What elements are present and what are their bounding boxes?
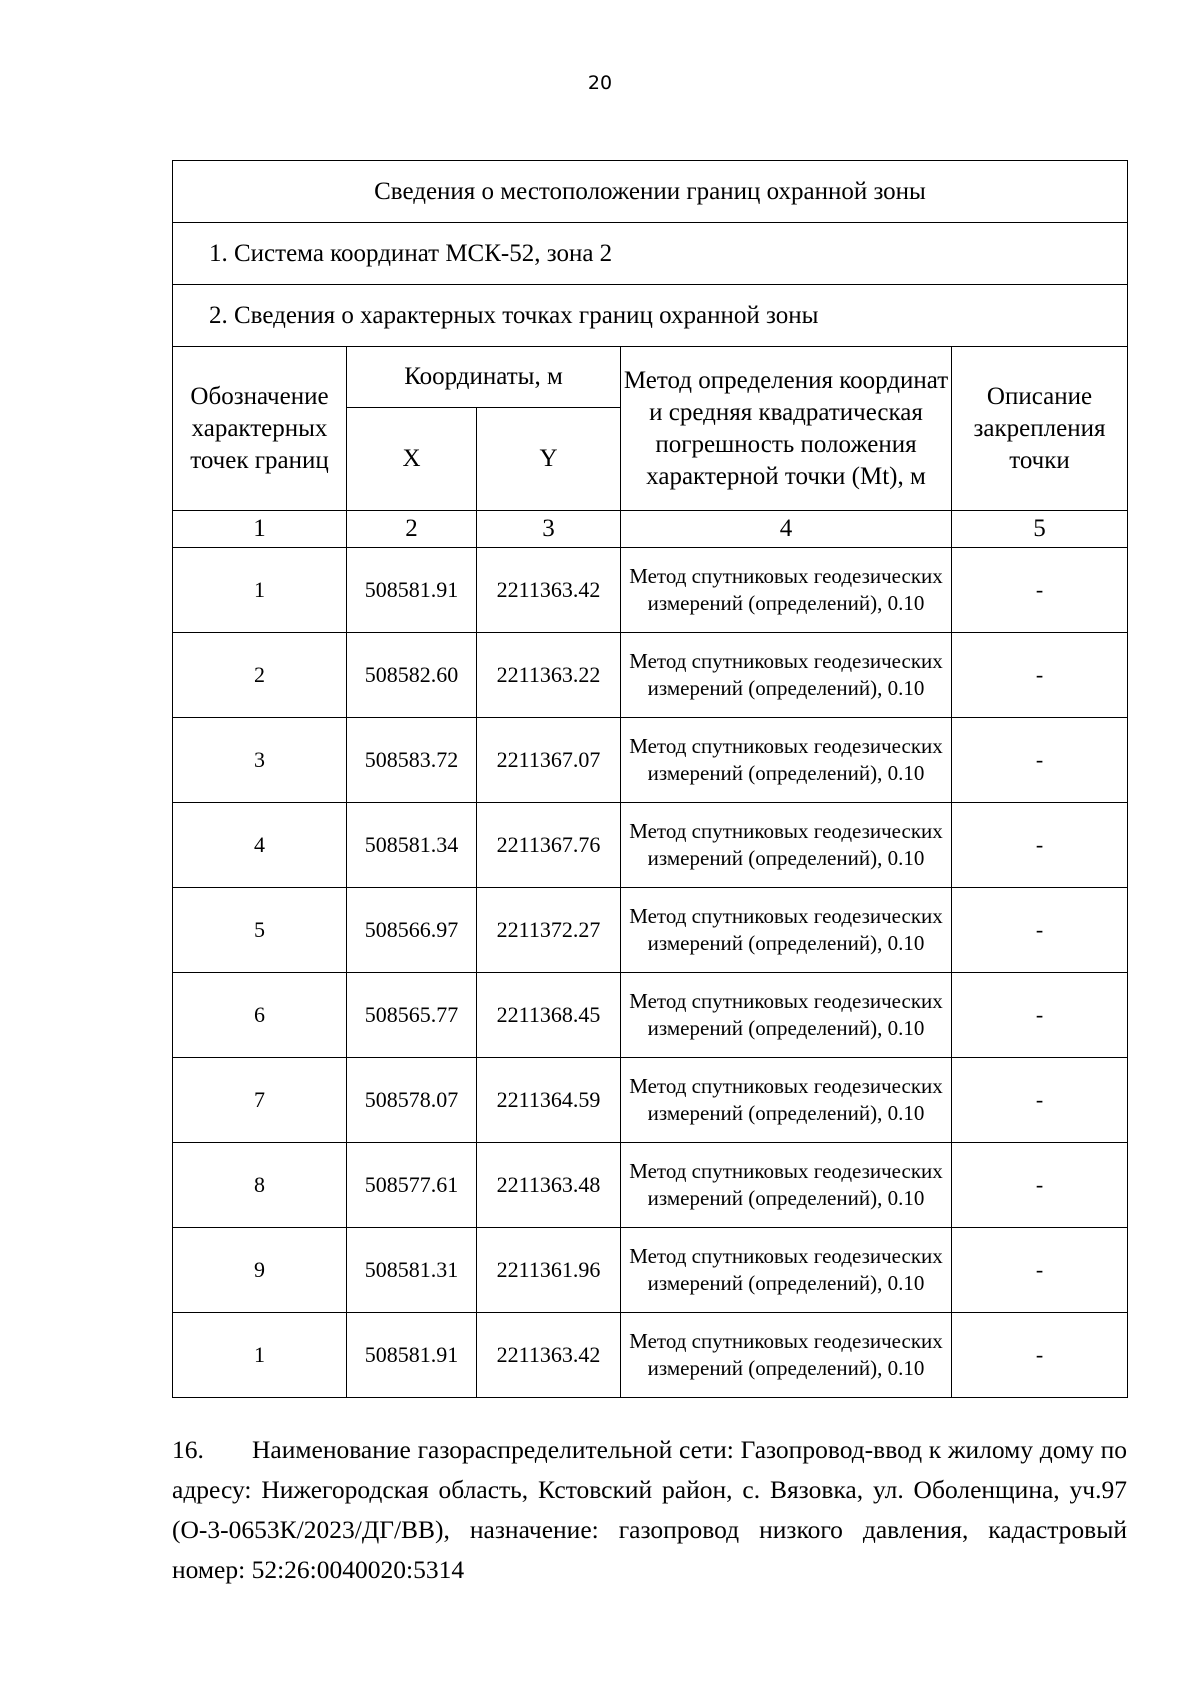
coordinate-y-cell: 2211363.42 — [477, 1313, 621, 1398]
point-number-cell: 3 — [173, 718, 347, 803]
paragraph-text: Наименование газораспределительной сети: Газопровод-ввод к жилому дому по адресу: Нижегородская область, Кстовский район, с. Вязовка, ул. Оболенщина, уч.97 (О-3-0653К/2023/ДГ/ВВ), назначение: газопровод низкого давления, кадастровый номер: 52:26:0040020:5314 — [172, 1435, 1127, 1584]
coordinate-x-cell: 508566.97 — [347, 888, 477, 973]
page-number: 20 — [587, 72, 613, 94]
column-number: 2 — [347, 511, 477, 548]
column-number: 3 — [477, 511, 621, 548]
description-cell: - — [952, 1228, 1128, 1313]
method-cell: Метод спутниковых геодезических измерений (определений), 0.10 — [621, 1058, 952, 1143]
points-heading: 2. Сведения о характерных точках границ охранной зоны — [173, 285, 1128, 347]
coordinate-y-cell: 2211367.07 — [477, 718, 621, 803]
description-cell: - — [952, 548, 1128, 633]
header-designation: Обозначение характерных точек границ — [173, 347, 347, 511]
table-row — [173, 803, 1128, 888]
boundary-points-table — [172, 160, 1128, 1398]
table-row — [173, 888, 1128, 973]
description-cell: - — [952, 718, 1128, 803]
coordinate-y-cell: 2211361.96 — [477, 1228, 621, 1313]
coordinate-x-cell: 508565.77 — [347, 973, 477, 1058]
method-cell: Метод спутниковых геодезических измерений (определений), 0.10 — [621, 1313, 952, 1398]
coordinate-x-cell: 508581.91 — [347, 548, 477, 633]
column-number: 5 — [952, 511, 1128, 548]
method-cell: Метод спутниковых геодезических измерений (определений), 0.10 — [621, 718, 952, 803]
method-cell: Метод спутниковых геодезических измерений (определений), 0.10 — [621, 1228, 952, 1313]
column-number-row — [173, 511, 1128, 548]
coordinate-x-cell: 508577.61 — [347, 1143, 477, 1228]
coordinate-x-cell: 508581.91 — [347, 1313, 477, 1398]
column-number: 4 — [621, 511, 952, 548]
table-row — [173, 1228, 1128, 1313]
header-coordinates: Координаты, м — [347, 347, 621, 408]
table-row — [173, 1313, 1128, 1398]
coordinate-y-cell: 2211372.27 — [477, 888, 621, 973]
description-cell: - — [952, 1143, 1128, 1228]
coordinate-x-cell: 508581.31 — [347, 1228, 477, 1313]
method-cell: Метод спутниковых геодезических измерений (определений), 0.10 — [621, 803, 952, 888]
description-cell: - — [952, 633, 1128, 718]
header-y: Y — [477, 408, 621, 511]
point-number-cell: 7 — [173, 1058, 347, 1143]
coordinate-y-cell: 2211368.45 — [477, 973, 621, 1058]
table-row — [173, 633, 1128, 718]
description-cell: - — [952, 1058, 1128, 1143]
point-number-cell: 9 — [173, 1228, 347, 1313]
coordinate-system: 1. Система координат МСК-52, зона 2 — [173, 223, 1128, 285]
coordinate-x-cell: 508582.60 — [347, 633, 477, 718]
point-number-cell: 1 — [173, 548, 347, 633]
description-cell: - — [952, 803, 1128, 888]
method-cell: Метод спутниковых геодезических измерений (определений), 0.10 — [621, 888, 952, 973]
point-number-cell: 8 — [173, 1143, 347, 1228]
table-row — [173, 718, 1128, 803]
coordinate-y-cell: 2211363.42 — [477, 548, 621, 633]
description-cell: - — [952, 888, 1128, 973]
table-row — [173, 1143, 1128, 1228]
coordinate-x-cell: 508581.34 — [347, 803, 477, 888]
method-cell: Метод спутниковых геодезических измерений (определений), 0.10 — [621, 633, 952, 718]
method-cell: Метод спутниковых геодезических измерений (определений), 0.10 — [621, 1143, 952, 1228]
column-number: 1 — [173, 511, 347, 548]
table-row — [173, 548, 1128, 633]
network-description-paragraph — [172, 1430, 1127, 1590]
description-cell: - — [952, 1313, 1128, 1398]
coordinate-y-cell: 2211367.76 — [477, 803, 621, 888]
paragraph-number: 16. — [172, 1435, 204, 1464]
point-number-cell: 2 — [173, 633, 347, 718]
coordinate-y-cell: 2211363.22 — [477, 633, 621, 718]
header-x: X — [347, 408, 477, 511]
description-cell: - — [952, 973, 1128, 1058]
point-number-cell: 4 — [173, 803, 347, 888]
point-number-cell: 6 — [173, 973, 347, 1058]
coordinate-x-cell: 508578.07 — [347, 1058, 477, 1143]
method-cell: Метод спутниковых геодезических измерений (определений), 0.10 — [621, 973, 952, 1058]
coordinate-y-cell: 2211363.48 — [477, 1143, 621, 1228]
table-title: Сведения о местоположении границ охранной зоны — [173, 161, 1128, 223]
coordinate-x-cell: 508583.72 — [347, 718, 477, 803]
table-row — [173, 1058, 1128, 1143]
point-number-cell: 1 — [173, 1313, 347, 1398]
header-method: Метод определения координат и средняя квадратическая погрешность положения характерной точки (Mt), м — [621, 347, 952, 511]
header-description: Описание закрепления точки — [952, 347, 1128, 511]
point-number-cell: 5 — [173, 888, 347, 973]
coordinate-y-cell: 2211364.59 — [477, 1058, 621, 1143]
table-row — [173, 973, 1128, 1058]
method-cell: Метод спутниковых геодезических измерений (определений), 0.10 — [621, 548, 952, 633]
